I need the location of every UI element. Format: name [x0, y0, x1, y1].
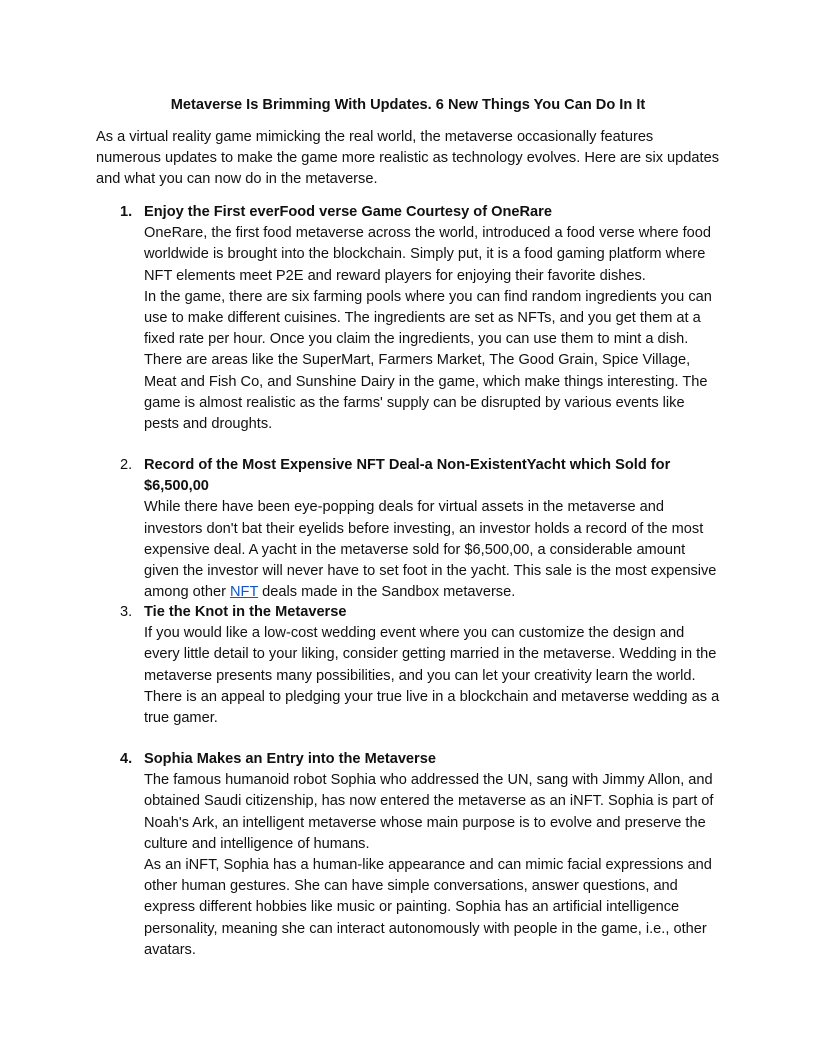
intro-paragraph: As a virtual reality game mimicking the real world, the metaverse occasionally features numerous updates to make the game more realistic as technology evolves. Here are six updates and what you can now do in the metaverse.	[96, 129, 719, 188]
nft-link[interactable]: NFT	[230, 584, 259, 601]
list-number-4: 4.	[120, 751, 133, 767]
item-3-heading: Tie the Knot in the Metaverse	[144, 604, 347, 620]
item-2-text-after-link: deals made in the Sandbox metaverse.	[258, 584, 516, 601]
item-2-text-before-link: While there have been eye-popping deals for virtual assets in the metaverse and investors don't bat their eyelids before investing, an investor holds a record of the most expensive deal. A yacht in the metaverse sold for $6,500,00, a considerable amount given the investor will never have to set foot in the yacht. This sale is the most expensive among other	[144, 499, 717, 601]
list-number-1: 1.	[120, 204, 133, 220]
item-1-paragraph-2: In the game, there are six farming pools where you can find random ingredients you can use to make different cuisines. The ingredients are set as NFTs, and you get them at a fixed rate per hour. Once you claim the ingredients, you can use them to mint a dish. There are areas like the SuperMart, Farmers Market, The Good Grain, Spice Village, Meat and Fish Co, and Sunshine Dairy in the game, which make things interesting. The game is almost realistic as the farms' supply can be disrupted by various events like pests and droughts.	[144, 288, 712, 433]
list-item-1	[96, 202, 721, 435]
item-4-paragraph-1: The famous humanoid robot Sophia who addressed the UN, sang with Jimmy Allon, and obtained Saudi citizenship, has now entered the metaverse as an iNFT. Sophia is part of Noah's Ark, an intelligent metaverse whose main purpose is to evolve and preserve the culture and intelligence of humans.	[144, 772, 714, 852]
list-item-2	[96, 455, 721, 603]
item-4-paragraph-2: As an iNFT, Sophia has a human-like appearance and can mimic facial expressions and other human gestures. She can have simple conversations, answer questions, and express different hobbies like music or painting. Sophia has an artificial intelligence personality, meaning she can interact autonomously with people in the game, i.e., other avatars.	[144, 857, 712, 958]
item-1-heading: Enjoy the First everFood verse Game Courtesy of OneRare	[144, 204, 552, 220]
item-2-heading: Record of the Most Expensive NFT Deal-a Non-ExistentYacht which Sold for $6,500,00	[144, 457, 671, 495]
item-2-paragraph	[144, 497, 721, 603]
item-3-paragraph: If you would like a low-cost wedding event where you can customize the design and every little detail to your liking, consider getting married in the metaverse. Wedding in the metaverse presents many possibilities, and you can let your creativity learn the world. There is an appeal to pledging your true live in a blockchain and metaverse wedding as a true gamer.	[144, 625, 720, 727]
list-item-3	[96, 602, 721, 729]
list-number-3: 3.	[120, 604, 133, 620]
document-title: Metaverse Is Brimming With Updates. 6 New Things You Can Do In It	[170, 97, 646, 113]
list-number-2: 2.	[120, 457, 133, 473]
list-item-4	[96, 749, 721, 961]
item-4-heading: Sophia Makes an Entry into the Metaverse	[144, 751, 436, 767]
item-1-paragraph-1: OneRare, the first food metaverse across the world, introduced a food verse where food worldwide is brought into the blockchain. Simply put, it is a food gaming platform where NFT elements meet P2E and reward players for enjoying their favorite dishes.	[144, 225, 712, 284]
